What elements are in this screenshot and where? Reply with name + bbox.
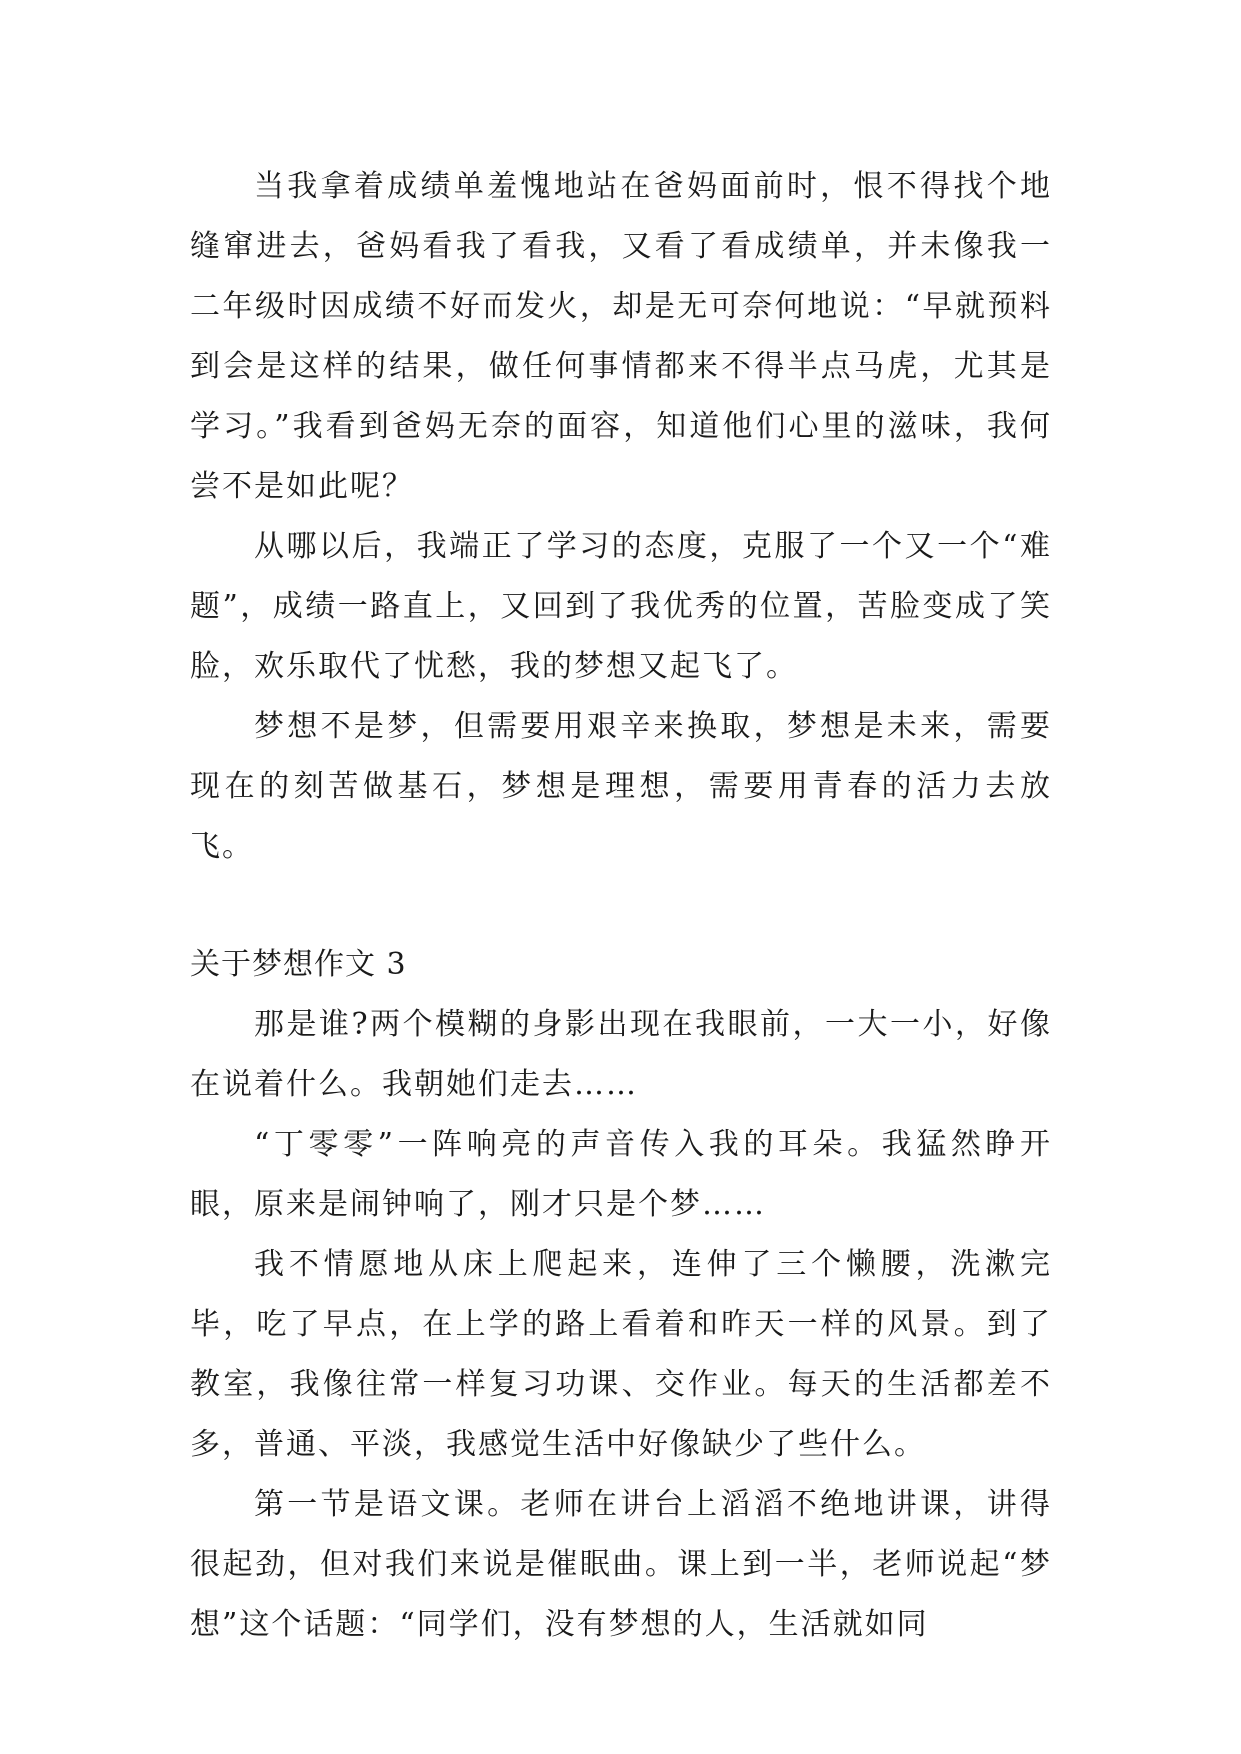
paragraph: 我不情愿地从床上爬起来，连伸了三个懒腰，洗漱完毕，吃了早点，在上学的路上看着和昨天一样的风景。到了教室，我像往常一样复习功课、交作业。每天的生活都差不多，普通、平淡，我感觉生活中好像缺少了些什么。 [190, 1247, 1052, 1462]
section-heading: 关于梦想作文 3 [190, 947, 407, 982]
paragraph: 第一节是语文课。老师在讲台上滔滔不绝地讲课，讲得很起劲，但对我们来说是催眠曲。课上到一半，老师说起“梦想”这个话题：“同学们，没有梦想的人，生活就如同 [190, 1487, 1052, 1642]
paragraph: 梦想不是梦，但需要用艰辛来换取，梦想是未来，需要现在的刻苦做基石，梦想是理想，需要用青春的活力去放飞。 [190, 709, 1052, 864]
document-body [190, 157, 1052, 1655]
paragraph: 当我拿着成绩单羞愧地站在爸妈面前时，恨不得找个地缝窜进去，爸妈看我了看我，又看了看成绩单，并未像我一二年级时因成绩不好而发火，却是无可奈何地说：“早就预料到会是这样的结果，做任何事情都来不得半点马虎，尤其是学习。”我看到爸妈无奈的面容，知道他们心里的滋味，我何尝不是如此呢？ [190, 169, 1052, 504]
paragraph: 那是谁?两个模糊的身影出现在我眼前，一大一小，好像在说着什么。我朝她们走去…… [190, 1007, 1052, 1102]
paragraph: 从哪以后，我端正了学习的态度，克服了一个又一个“难题”，成绩一路直上，又回到了我优秀的位置，苦脸变成了笑脸，欢乐取代了忧愁，我的梦想又起飞了。 [190, 529, 1052, 684]
paragraph: “丁零零”一阵响亮的声音传入我的耳朵。我猛然睁开眼，原来是闹钟响了，刚才只是个梦…… [190, 1127, 1052, 1222]
